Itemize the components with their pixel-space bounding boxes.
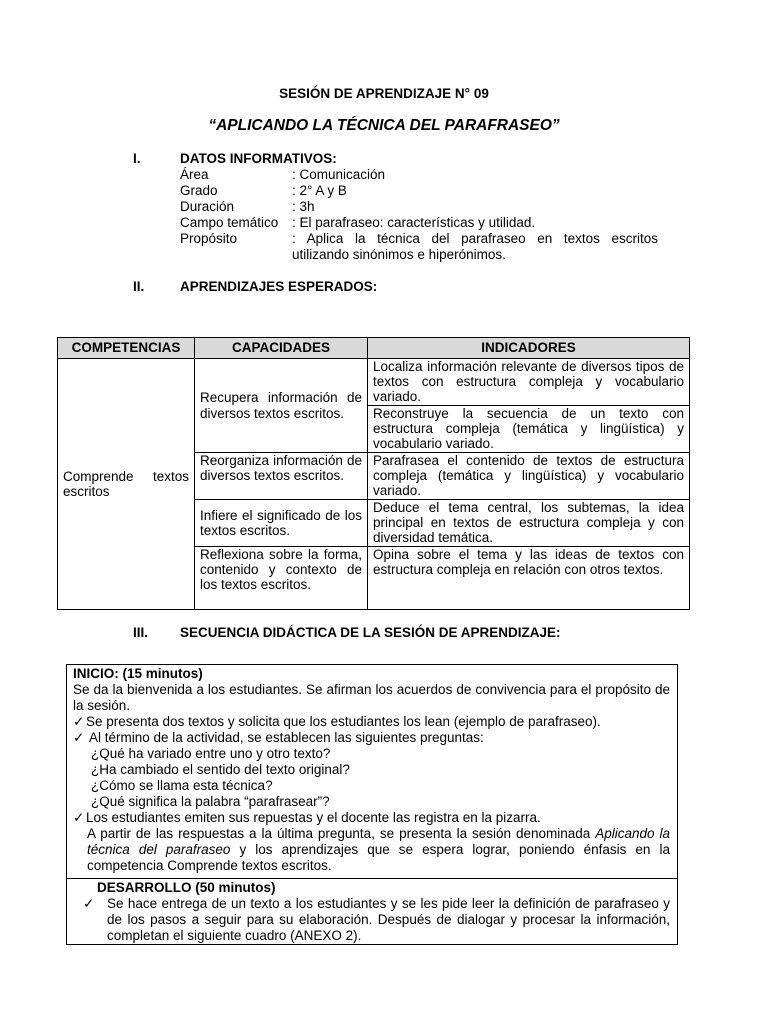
datos-label-grado: Grado [180,183,218,198]
datos-label-campo: Campo temático [180,215,279,230]
competencia-cell: Comprende textos escritos [58,359,195,610]
datos-value-area: : Comunicación [292,167,386,182]
check-icon: ✓ [73,810,85,825]
section-2-number: II. [133,279,145,294]
question-item: ¿Ha cambiado el sentido del texto original? [91,762,350,777]
inicio-item: ✓ Se presenta dos textos y solicita que los estudiantes los lean (ejemplo de parafraseo). [73,714,601,729]
capacidad-cell: Reflexiona sobre la forma, contenido y contexto de los textos escritos. [195,547,368,610]
question-item: ¿Qué ha variado entre uno y otro texto? [91,746,331,761]
inicio-item: ✓ Los estudiantes emiten sus repuestas y el docente las registra en la pizarra. [73,810,541,825]
header-capacidades: CAPACIDADES [195,338,368,359]
header-competencias: COMPETENCIAS [58,338,195,359]
datos-value-grado: : 2° A y B [292,183,347,198]
capacidad-cell: Reorganiza información de diversos textos escritos. [195,453,368,500]
header-indicadores: INDICADORES [368,338,690,359]
datos-label-proposito: Propósito [180,231,238,246]
check-icon: ✓ [73,714,85,729]
table-header-row [58,338,690,359]
check-icon: ✓ [83,896,95,911]
indicador-cell: Reconstruye la secuencia de un texto con estructura compleja (temática y lingüística) y vocabulario variado. [368,406,690,453]
indicador-cell: Opina sobre el tema y las ideas de textos con estructura compleja en relación con otros textos. [368,547,690,610]
datos-value-duracion: : 3h [292,199,315,214]
datos-label-duracion: Duración [180,199,235,214]
question-item: ¿Qué significa la palabra “parafrasear”? [91,794,330,809]
table-row [58,359,690,406]
inicio-item: ✓ Al término de la actividad, se establecen las siguientes preguntas: [73,730,484,745]
datos-label-area: Área [180,167,209,182]
inicio-intro: Se da la bienvenida a los estudiantes. Se afirman los acuerdos de convivencia para el propósito de la sesión. [73,682,670,713]
section-3-title: SECUENCIA DIDÁCTICA DE LA SESIÓN DE APRENDIZAJE: [180,625,561,640]
desarrollo-title: DESARROLLO (50 minutos) [97,880,276,895]
datos-value-campo: : El parafraseo: características y utilidad. [292,215,536,230]
section-2-title: APRENDIZAJES ESPERADOS: [180,279,378,294]
inicio-closing: A partir de las respuestas a la última pregunta, se presenta la sesión denominada Aplicando la técnica del parafraseo y los aprendizajes que se espera lograr, poniendo énfasis en la competencia Comprende textos escritos. [87,826,670,873]
session-title: “APLICANDO LA TÉCNICA DEL PARAFRASEO” [208,117,560,134]
section-1-number: I. [133,151,141,166]
indicador-cell: Localiza información relevante de diversos tipos de textos con estructura compleja y vocabulario variado. [368,359,690,406]
inicio-box [66,664,678,879]
check-icon: ✓ [73,730,85,745]
indicador-cell: Deduce el tema central, los subtemas, la idea principal en textos de estructura compleja y con diversidad temática. [368,500,690,547]
question-item: ¿Cómo se llama esta técnica? [91,778,273,793]
aprendizajes-table [57,337,690,610]
capacidad-cell: Infiere el significado de los textos escritos. [195,500,368,547]
datos-value-proposito: : Aplica la técnica del parafraseo en textos escritos [292,231,658,246]
desarrollo-item: ✓ Se hace entrega de un texto a los estudiantes y se les pide leer la definición de parafraseo y de los pasos a seguir para su elaboración. Después de dialogar y procesar la información, completan el siguiente cuadro (ANEXO 2). [83,896,670,943]
desarrollo-box [66,878,678,945]
inicio-title: INICIO: (15 minutos) [73,666,203,681]
datos-value-proposito-cont: utilizando sinónimos e hiperónimos. [292,247,506,262]
capacidad-cell: Recupera información de diversos textos escritos. [195,359,368,453]
section-1-title: DATOS INFORMATIVOS: [180,151,337,166]
section-3-number: III. [133,625,149,640]
session-heading: SESIÓN DE APRENDIZAJE N° 09 [279,86,489,101]
indicador-cell: Parafrasea el contenido de textos de estructura compleja (temática y lingüística) y vocabulario variado. [368,453,690,500]
